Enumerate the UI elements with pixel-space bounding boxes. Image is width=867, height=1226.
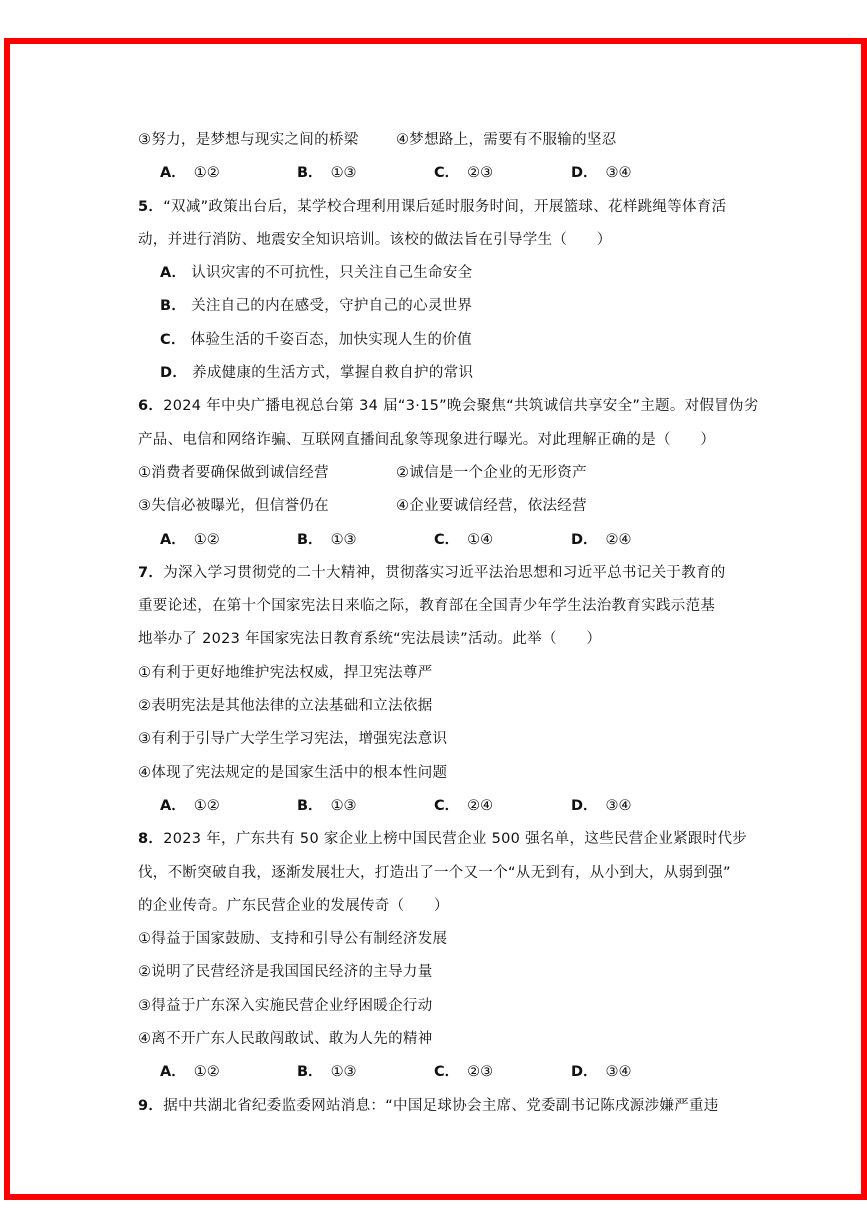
q8-item-4: ④离不开广东人民敢闯敢试、敢为人先的精神	[138, 1031, 433, 1048]
q4-option-c[interactable]: C． ②③	[434, 165, 494, 182]
q6-option-d[interactable]: D． ②④	[571, 531, 632, 548]
q6-item-3: ③失信必被曝光，但信誉仍在	[138, 498, 329, 515]
q4-item-3: ③努力，是梦想与现实之间的桥梁	[138, 132, 359, 148]
q7-option-a[interactable]: A． ①②	[160, 797, 220, 814]
q6-item-1: ①消费者要确保做到诚信经营	[138, 464, 329, 481]
q6-items-row-2	[138, 490, 738, 523]
q7-option-c[interactable]: C． ②④	[434, 797, 494, 814]
exam-page	[138, 124, 759, 1123]
q8-stem-line-1: 8．2023 年，广东共有 50 家企业上榜中国民营企业 500 强名单，这些民营企业紧跟时代步	[138, 831, 748, 848]
q8-number: 8．	[138, 831, 164, 848]
q7-item-1: ①有利于更好地维护宪法权威，捍卫宪法尊严	[138, 664, 433, 681]
q8-item-3: ③得益于广东深入实施民营企业纾困暖企行动	[138, 997, 433, 1014]
q6-stem-line-2: 产品、电信和网络诈骗、互联网直播间乱象等现象进行曝光。对此理解正确的是（ ）	[138, 431, 716, 448]
q5-stem-line-1: 5．“双减”政策出台后，某学校合理利用课后延时服务时间，开展篮球、花样跳绳等体育活	[138, 198, 727, 215]
q7-option-b[interactable]: B． ①③	[297, 797, 357, 814]
q6-option-c[interactable]: C． ①④	[434, 531, 494, 548]
q4-option-b[interactable]: B． ①③	[297, 165, 357, 182]
q7-stem-line-1: 7．为深入学习贯彻党的二十大精神，贯彻落实习近平法治思想和习近平总书记关于教育的	[138, 564, 726, 581]
q8-options	[138, 1056, 738, 1089]
q5-stem-line-2: 动，并进行消防、地震安全知识培训。该校的做法旨在引导学生（ ）	[138, 231, 612, 248]
q6-items-row-1	[138, 457, 738, 490]
q6-item-2: ②诚信是一个企业的无形资产	[396, 464, 587, 481]
q4-option-a[interactable]: A． ①②	[160, 165, 220, 182]
q7-number: 7．	[138, 564, 164, 581]
q8-item-1: ①得益于国家鼓励、支持和引导公有制经济发展	[138, 931, 448, 948]
q7-stem-line-3: 地举办了 2023 年国家宪法日教育系统“宪法晨读”活动。此举（ ）	[138, 631, 602, 648]
q4-option-d[interactable]: D． ③④	[571, 165, 632, 182]
q4-items-row	[138, 124, 738, 157]
q5-option-c[interactable]: C． 体验生活的千姿百态，加快实现人生的价值	[160, 331, 472, 348]
q4-options	[138, 157, 738, 190]
q8-option-d[interactable]: D． ③④	[571, 1064, 632, 1081]
q5-option-b[interactable]: B． 关注自己的内在感受，守护自己的心灵世界	[160, 298, 473, 315]
q7-item-2: ②表明宪法是其他法律的立法基础和立法依据	[138, 698, 433, 715]
q8-option-a[interactable]: A． ①②	[160, 1064, 220, 1081]
q7-item-4: ④体现了宪法规定的是国家生活中的根本性问题	[138, 764, 448, 781]
q8-stem-line-3: 的企业传奇。广东民营企业的发展传奇（ ）	[138, 897, 449, 914]
q5-option-d[interactable]: D． 养成健康的生活方式，掌握自救自护的常识	[160, 365, 474, 382]
q6-option-a[interactable]: A． ①②	[160, 531, 220, 548]
q5-option-a[interactable]: A． 认识灾害的不可抗性，只关注自己生命安全	[160, 265, 473, 282]
q8-option-c[interactable]: C． ②③	[434, 1064, 494, 1081]
q8-item-2: ②说明了民营经济是我国国民经济的主导力量	[138, 964, 433, 981]
q6-number: 6．	[138, 398, 164, 415]
q8-stem-line-2: 伐，不断突破自我，逐渐发展壮大，打造出了一个又一个“从无到有，从小到大，从弱到强”	[138, 864, 731, 881]
q5-number: 5．	[138, 198, 164, 215]
q7-item-3: ③有利于引导广大学生学习宪法，增强宪法意识	[138, 731, 448, 748]
q7-options	[138, 790, 738, 823]
q6-stem-line-1: 6．2024 年中央广播电视总台第 34 届“3·15”晚会聚焦“共筑诚信共享安全”主题。对假冒伪劣	[138, 398, 759, 415]
q6-option-b[interactable]: B． ①③	[297, 531, 357, 548]
q4-item-4: ④梦想路上，需要有不服输的坚忍	[396, 132, 617, 148]
q7-stem-line-2: 重要论述，在第十个国家宪法日来临之际，教育部在全国青少年学生法治教育实践示范基	[138, 598, 716, 615]
q9-number: 9．	[138, 1097, 164, 1114]
q8-option-b[interactable]: B． ①③	[297, 1064, 357, 1081]
q9-stem-line-1: 9．据中共湖北省纪委监委网站消息：“中国足球协会主席、党委副书记陈戌源涉嫌严重违	[138, 1097, 719, 1114]
q6-options	[138, 524, 738, 557]
q6-item-4: ④企业要诚信经营，依法经营	[396, 498, 587, 515]
q7-option-d[interactable]: D． ③④	[571, 797, 632, 814]
